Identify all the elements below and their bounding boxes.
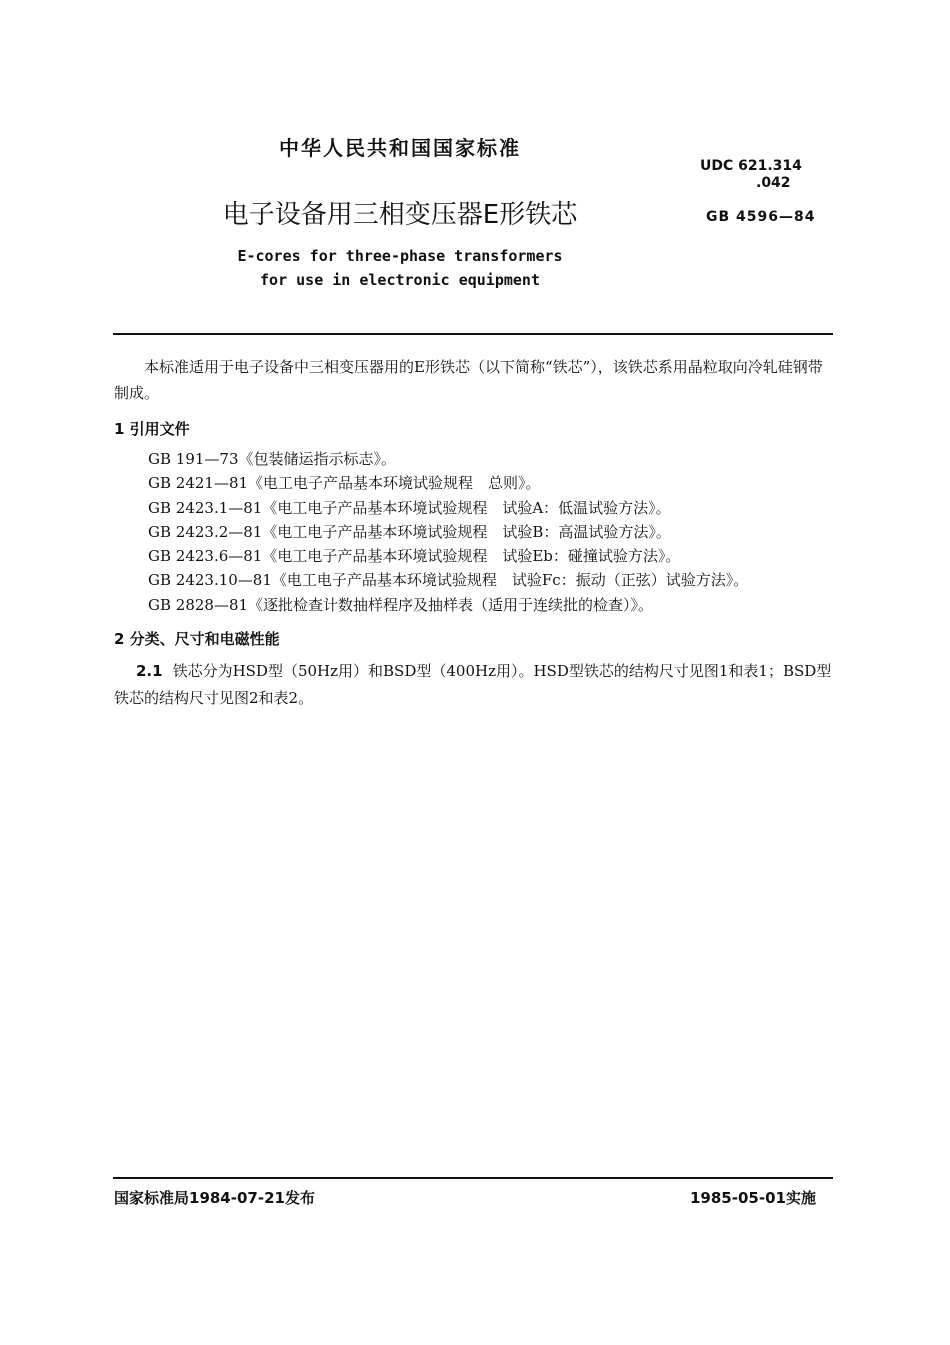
issue-date: 国家标准局1984-07-21发布 bbox=[114, 1189, 315, 1207]
reference-item: GB 2423.1—81《电工电子产品基本环境试验规程 试验A：低温试验方法》。 bbox=[148, 498, 671, 517]
udc-line-1: UDC 621.314 bbox=[700, 158, 802, 174]
effective-date: 1985-05-01实施 bbox=[690, 1189, 816, 1207]
paragraph-2-1 bbox=[114, 658, 834, 712]
title-en-line-1: E-cores for three-phase transformers bbox=[237, 247, 563, 265]
title-en-line-2: for use in electronic equipment bbox=[260, 271, 540, 289]
section-1-heading: 1 引用文件 bbox=[114, 420, 190, 438]
national-standard-heading: 中华人民共和国国家标准 bbox=[279, 136, 521, 160]
reference-item: GB 2423.2—81《电工电子产品基本环境试验规程 试验B：高温试验方法》。 bbox=[148, 522, 671, 541]
header-divider bbox=[113, 333, 833, 335]
section-2-heading: 2 分类、尺寸和电磁性能 bbox=[114, 630, 280, 648]
paragraph-text: 铁芯分为HSD型（50Hz用）和BSD型（400Hz用）。HSD型铁芯的结构尺寸见图1和表1；BSD型铁芯的结构尺寸见图2和表2。 bbox=[114, 662, 832, 707]
udc-line-2: .042 bbox=[756, 175, 791, 191]
reference-item: GB 191—73《包装储运指示标志》。 bbox=[148, 450, 396, 468]
reference-item: GB 2828—81《逐批检查计数抽样程序及抽样表（适用于连续批的检查）》。 bbox=[148, 595, 654, 614]
reference-item: GB 2421—81《电工电子产品基本环境试验规程 总则》。 bbox=[148, 474, 541, 493]
document-title-cn: 电子设备用三相变压器E形铁芯 bbox=[222, 200, 578, 230]
reference-item: GB 2423.10—81《电工电子产品基本环境试验规程 试验Fc：振动（正弦）试验方法》。 bbox=[148, 571, 749, 590]
paragraph-number: 2.1 bbox=[136, 662, 163, 680]
udc-code bbox=[700, 158, 802, 192]
footer-divider bbox=[113, 1177, 833, 1179]
gb-code: GB 4596—84 bbox=[706, 209, 816, 225]
reference-item: GB 2423.6—81《电工电子产品基本环境试验规程 试验Eb：碰撞试验方法》。 bbox=[148, 547, 681, 566]
intro-paragraph: 本标准适用于电子设备中三相变压器用的E形铁芯（以下简称“铁芯”），该铁芯系用晶粒取向冷轧硅钢带制成。 bbox=[114, 358, 823, 402]
reference-list bbox=[148, 447, 748, 617]
document-title-en bbox=[0, 244, 800, 292]
